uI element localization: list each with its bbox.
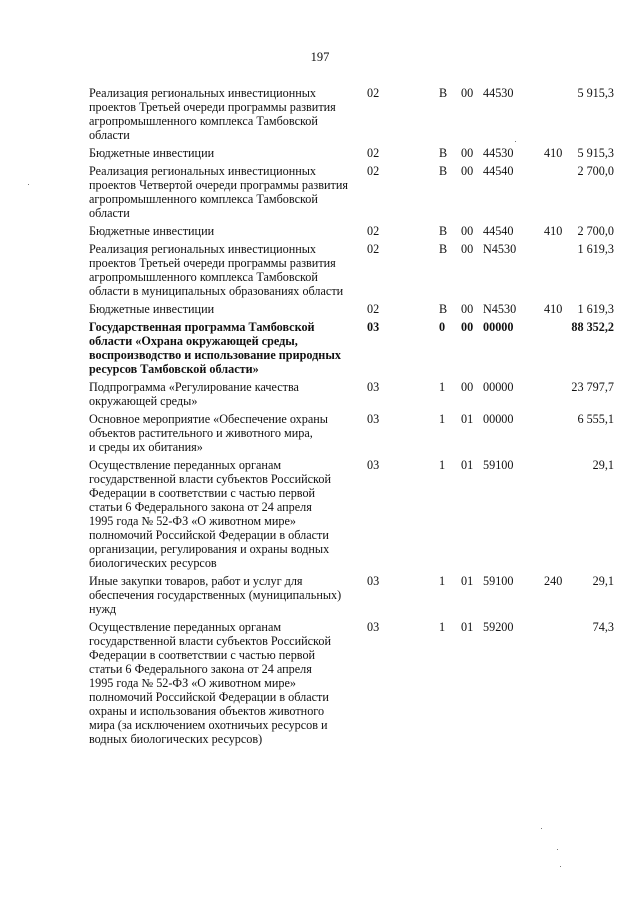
code-subprogram: 1 (439, 620, 446, 634)
code-activity: 00 (461, 320, 474, 334)
amount: 2 700,0 (577, 224, 614, 238)
row-name: Реализация региональных инвестиционных проектов Четвертой очереди программы развития агропромышленного комплекса Тамбовской области (89, 164, 348, 220)
amount: 1 619,3 (577, 302, 614, 316)
code-activity: 00 (461, 302, 474, 316)
code-program: 03 (367, 458, 380, 472)
code-activity: 00 (461, 86, 474, 100)
code-activity: 00 (461, 242, 474, 256)
code-program: 02 (367, 302, 380, 316)
code-subprogram: 1 (439, 412, 446, 426)
scan-speck (515, 141, 516, 142)
expense-type (544, 458, 558, 570)
code-program: 02 (367, 146, 380, 160)
expense-type (544, 620, 558, 746)
code-direction: 00000 (483, 412, 514, 426)
code-program: 03 (367, 620, 380, 634)
row-name: Реализация региональных инвестиционных проектов Третьей очереди программы развития агропромышленного комплекса Тамбовской области (89, 86, 336, 142)
code-program: 03 (367, 574, 380, 588)
code-direction: N4530 (483, 242, 517, 256)
row-name: Иные закупки товаров, работ и услуг для обеспечения государственных (муниципальных) нужд (89, 574, 342, 616)
code-subprogram: В (439, 146, 448, 160)
code-direction: N4530 (483, 302, 517, 316)
amount: 88 352,2 (571, 320, 614, 334)
amount: 2 700,0 (577, 164, 614, 178)
row-name: Бюджетные инвестиции (89, 146, 215, 160)
expense-type (544, 380, 558, 408)
code-direction: 00000 (483, 380, 514, 394)
scan-speck (557, 849, 558, 850)
expense-type: 410 (544, 224, 563, 238)
amount: 5 915,3 (577, 146, 614, 160)
code-activity: 01 (461, 620, 474, 634)
code-activity: 01 (461, 412, 474, 426)
code-activity: 00 (461, 164, 474, 178)
row-name: Основное мероприятие «Обеспечение охраны объектов растительного и животного мира, и среды их обитания» (89, 412, 328, 454)
expense-type (544, 412, 558, 454)
expense-type (544, 242, 558, 298)
code-subprogram: В (439, 242, 448, 256)
code-program: 02 (367, 242, 380, 256)
row-name: Осуществление переданных органам государственной власти субъектов Российской Федерации в соответствии с частью первой статьи 6 Федерального закона от 24 апреля 1995 года № 52-ФЗ «О животном мире» полномочий Российской Федерации в области организации, регулирования и охраны водных биологических ресурсов (89, 458, 331, 570)
row-gap (89, 746, 614, 750)
code-direction: 59200 (483, 620, 514, 634)
code-program: 03 (367, 412, 380, 426)
expense-type: 410 (544, 302, 563, 316)
budget-table (89, 86, 614, 750)
code-program: 03 (367, 320, 380, 334)
page-number: 197 (310, 50, 330, 64)
code-direction: 00000 (483, 320, 514, 334)
row-name: Бюджетные инвестиции (89, 224, 215, 238)
code-subprogram: В (439, 86, 448, 100)
expense-type (544, 320, 558, 376)
code-program: 02 (367, 224, 380, 238)
code-program: 02 (367, 86, 380, 100)
row-name: Подпрограмма «Регулирование качества окружающей среды» (89, 380, 299, 408)
row-name: Государственная программа Тамбовской области «Охрана окружающей среды, воспроизводство и использование природных ресурсов Тамбовской области» (89, 320, 341, 376)
code-activity: 00 (461, 380, 474, 394)
code-subprogram: 1 (439, 458, 446, 472)
code-subprogram: 0 (439, 320, 446, 334)
code-activity: 01 (461, 458, 474, 472)
expense-type: 240 (544, 574, 563, 588)
code-direction: 44530 (483, 86, 514, 100)
scan-speck (560, 866, 561, 867)
amount: 23 797,7 (571, 380, 614, 394)
code-direction: 44540 (483, 164, 514, 178)
expense-type (544, 164, 558, 220)
code-activity: 00 (461, 224, 474, 238)
code-subprogram: В (439, 302, 448, 316)
code-program: 02 (367, 164, 380, 178)
amount: 29,1 (592, 458, 614, 472)
scan-speck (541, 828, 542, 829)
code-direction: 59100 (483, 574, 514, 588)
code-subprogram: В (439, 224, 448, 238)
row-name: Реализация региональных инвестиционных проектов Третьей очереди программы развития агропромышленного комплекса Тамбовской области в муниципальных образованиях области (89, 242, 344, 298)
amount: 5 915,3 (577, 86, 614, 100)
amount: 29,1 (592, 574, 614, 588)
code-direction: 44540 (483, 224, 514, 238)
amount: 1 619,3 (577, 242, 614, 256)
code-subprogram: 1 (439, 380, 446, 394)
code-direction: 44530 (483, 146, 514, 160)
row-name: Осуществление переданных органам государственной власти субъектов Российской Федерации в соответствии с частью первой статьи 6 Федерального закона от 24 апреля 1995 года № 52-ФЗ «О животном мире» полномочий Российской Федерации в области охраны и использования объектов животного мира (за исключением охотничьих ресурсов и водных биологических ресурсов) (89, 620, 331, 746)
code-subprogram: 1 (439, 574, 446, 588)
expense-type: 410 (544, 146, 563, 160)
code-program: 03 (367, 380, 380, 394)
row-name: Бюджетные инвестиции (89, 302, 215, 316)
code-direction: 59100 (483, 458, 514, 472)
scan-speck (28, 184, 29, 185)
code-subprogram: В (439, 164, 448, 178)
amount: 6 555,1 (577, 412, 614, 426)
expense-type (544, 86, 558, 142)
amount: 74,3 (592, 620, 614, 634)
code-activity: 01 (461, 574, 474, 588)
code-activity: 00 (461, 146, 474, 160)
